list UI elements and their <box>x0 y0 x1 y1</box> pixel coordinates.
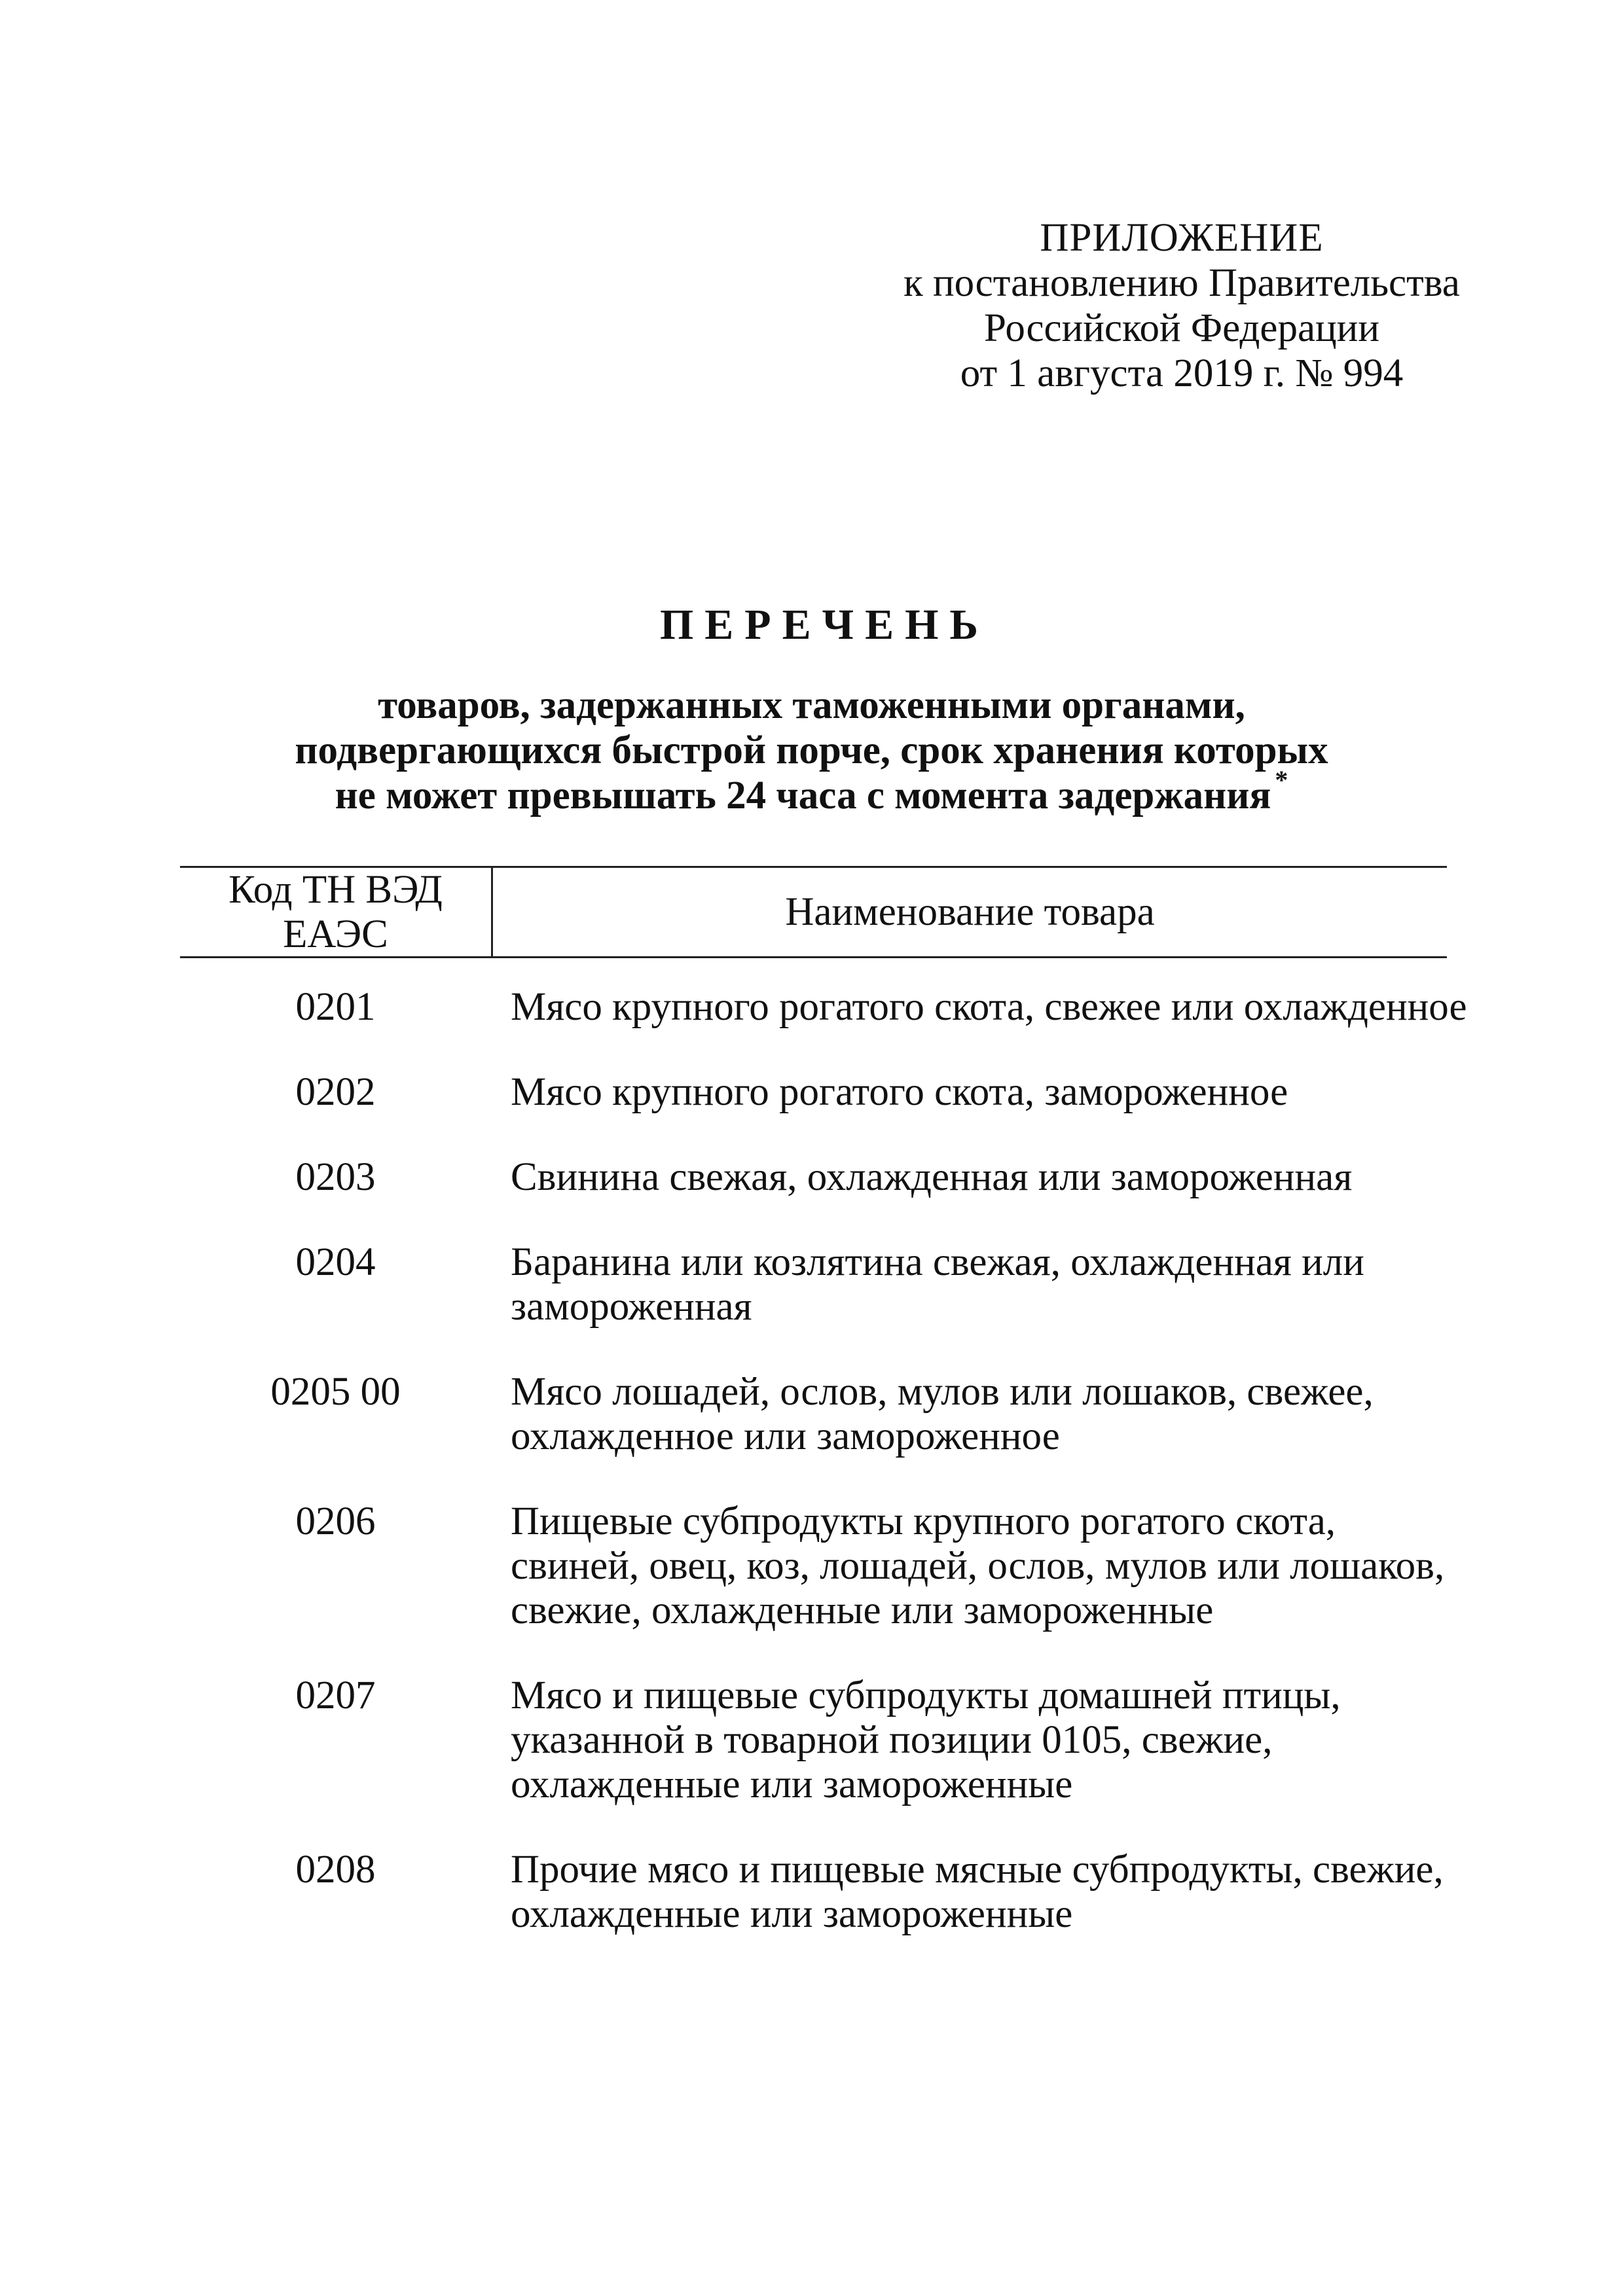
document-title: ПЕРЕЧЕНЬ <box>659 601 990 649</box>
row-name <box>511 1499 1453 1633</box>
subtitle-line-1: товаров, задержанных таможенными органами, <box>378 683 1245 728</box>
table-row <box>0 1499 1623 1633</box>
table-row <box>0 1070 1623 1115</box>
row-code: 0202 <box>295 1070 376 1114</box>
appendix-heading: ПРИЛОЖЕНИЕ <box>1040 216 1324 260</box>
row-name-line: замороженная <box>511 1285 752 1329</box>
table-row <box>0 985 1623 1030</box>
appendix-line-3: от 1 августа 2019 г. № 994 <box>960 351 1404 395</box>
header-code-column <box>180 868 491 956</box>
row-name-line: Мясо крупного рогатого скота, свежее или охлажденное <box>511 985 1467 1029</box>
row-name-line: Свинина свежая, охлажденная или замороженная <box>511 1155 1353 1199</box>
header-code-line-1: Код ТН ВЭД <box>228 868 443 912</box>
row-code: 0204 <box>295 1240 376 1284</box>
row-name <box>511 1370 1453 1459</box>
row-name <box>511 1240 1453 1329</box>
row-name-line: Баранина или козлятина свежая, охлажденная или <box>511 1240 1364 1284</box>
row-code: 0208 <box>295 1848 376 1892</box>
document-title-block <box>0 599 1623 819</box>
footnote-mark: * <box>1275 765 1288 795</box>
table-row <box>0 1674 1623 1807</box>
subtitle-line-3-text: не может превышать 24 часа с момента задержания <box>335 774 1271 818</box>
row-name <box>511 1848 1453 1937</box>
row-code: 0203 <box>295 1155 376 1199</box>
row-name-line: Прочие мясо и пищевые мясные субпродукты, свежие, <box>511 1848 1444 1892</box>
row-name-line: охлажденное или замороженное <box>511 1414 1060 1458</box>
row-code: 0201 <box>295 985 376 1029</box>
table-row <box>0 1240 1623 1329</box>
row-name-line: Мясо и пищевые субпродукты домашней птицы, <box>511 1674 1341 1717</box>
row-name-line: охлажденные или замороженные <box>511 1763 1073 1806</box>
document-subtitle <box>0 683 1623 819</box>
appendix-line-2: Российской Федерации <box>984 306 1379 350</box>
row-name <box>511 1070 1453 1115</box>
subtitle-line-3 <box>0 765 1623 819</box>
row-name-line: Мясо лошадей, ослов, мулов или лошаков, свежее, <box>511 1370 1374 1414</box>
row-name <box>511 985 1467 1030</box>
row-name-line: охлажденные или замороженные <box>511 1892 1073 1936</box>
row-code: 0206 <box>295 1499 376 1543</box>
goods-table <box>180 866 1447 958</box>
table-row <box>0 1848 1623 1937</box>
row-code: 0207 <box>295 1674 376 1717</box>
table-row <box>0 1370 1623 1459</box>
row-code: 0205 00 <box>270 1370 401 1414</box>
header-name-column: Наименование товара <box>785 889 1155 934</box>
row-name-line: свежие, охлажденные или замороженные <box>511 1588 1214 1632</box>
row-name <box>511 1155 1453 1200</box>
appendix-block <box>838 216 1525 397</box>
header-code-line-2: ЕАЭС <box>283 912 388 956</box>
table-header <box>180 866 1447 958</box>
row-name-line: указанной в товарной позиции 0105, свежие, <box>511 1718 1273 1762</box>
appendix-line-1: к постановлению Правительства <box>903 260 1460 305</box>
row-name <box>511 1674 1453 1807</box>
subtitle-line-2: подвергающихся быстрой порче, срок хранения которых <box>295 728 1328 773</box>
table-body <box>0 985 1623 1937</box>
table-row <box>0 1155 1623 1200</box>
row-name-line: свиней, овец, коз, лошадей, ослов, мулов или лошаков, <box>511 1544 1445 1588</box>
row-name-line: Пищевые субпродукты крупного рогатого скота, <box>511 1499 1336 1543</box>
row-name-line: Мясо крупного рогатого скота, замороженное <box>511 1070 1288 1114</box>
